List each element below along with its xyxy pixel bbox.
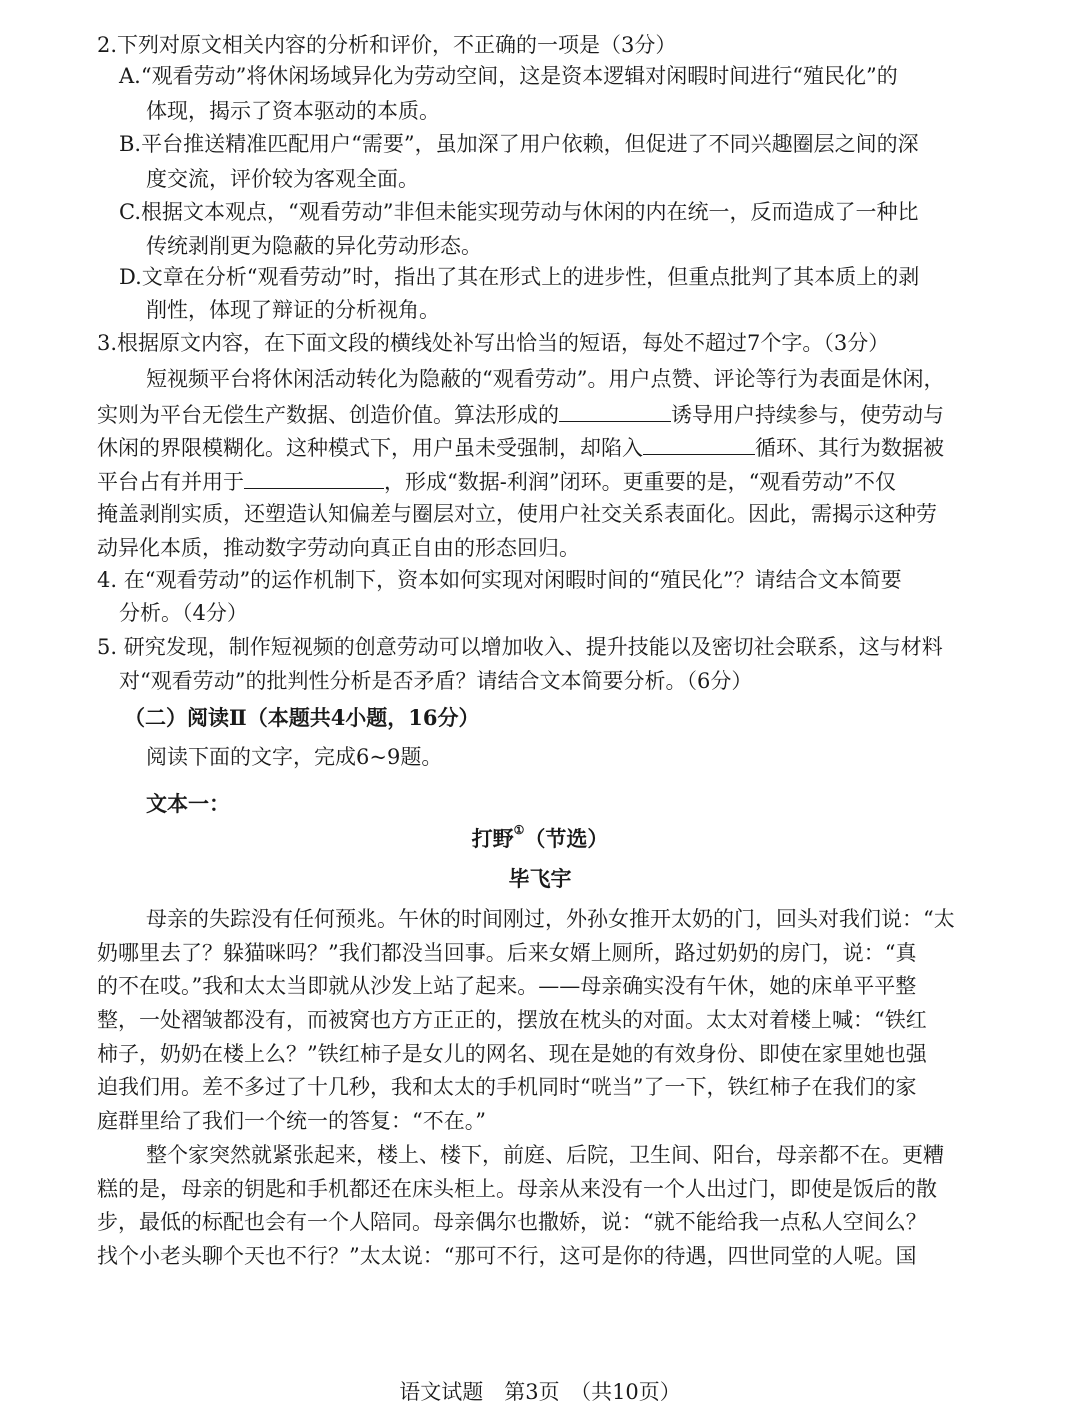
q2-stem: 2.下列对原文相关内容的分析和评价，不正确的一项是（3分） [97,33,677,57]
paragraph-line: 迫我们用。差不多过了十几秒，我和太太的手机同时“咣当”了一下，铁红柿子在我们的家 [97,1075,917,1099]
q2-option-a: A.“观看劳动”将休闲场域异化为劳动空间，这是资本逻辑对闲暇时间进行“殖民化”的 [119,64,898,88]
story-title: 打野①（节选） [471,823,609,851]
section-instruction: 阅读下面的文字，完成6~9题。 [146,745,443,769]
q2-option-c: C.根据文本观点，“观看劳动”非但未能实现劳动与休闲的内在统一，反而造成了一种比 [119,200,919,224]
paragraph-line: 整个家突然就紧张起来，楼上、楼下，前庭、后院，卫生间、阳台，母亲都不在。更糟 [146,1143,944,1167]
q2-option-d: D.文章在分析“观看劳动”时，指出了其在形式上的进步性，但重点批判了其本质上的剥 [119,265,920,289]
text-label: 文本一： [146,791,230,816]
footnote-marker: ① [513,823,525,837]
q2-option-d-cont: 削性，体现了辩证的分析视角。 [146,298,440,322]
paragraph-line: 柿子，奶奶在楼上么？”铁红柿子是女儿的网名、现在是她的有效身份、即使在家里她也强 [97,1042,927,1066]
paragraph-line: 整，一处褶皱都没有，而被窝也方方正正的，摆放在枕头的对面。太太对着楼上喊：“铁红 [97,1008,927,1032]
paragraph-line: 糕的是，母亲的钥匙和手机都还在床头柜上。母亲从来没有一个人出过门，即使是饭后的散 [97,1177,937,1201]
paragraph-line: 庭群里给了我们一个统一的答复：“不在。” [97,1109,486,1133]
q3-passage-line: 掩盖剥削实质，还塑造认知偏差与圈层对立，使用户社交关系表面化。因此，需揭示这种劳 [97,502,937,526]
paragraph-line: 母亲的失踪没有任何预兆。午休的时间刚过，外孙女推开太奶的门，回头对我们说：“太 [146,907,955,931]
q3-stem: 3.根据原文内容，在下面文段的横线处补写出恰当的短语，每处不超过7个字。（3分） [97,331,890,355]
q3-passage-line: 实则为平台无偿生产数据、创造价值。算法形成的 诱导用户持续参与，使劳动与 [97,403,944,427]
section-heading: （二）阅读Ⅱ（本题共4小题，16分） [124,705,480,730]
q3-passage-line: 平台占有并用于 ，形成“数据-利润”闭环。更重要的是，“观看劳动”不仅 [97,470,897,494]
paragraph-line: 的不在哎。”我和太太当即就从沙发上站了起来。——母亲确实没有午休，她的床单平平整 [97,974,917,998]
fill-blank-3[interactable] [244,470,384,489]
q3-passage-line: 动异化本质，推动数字劳动向真正自由的形态回归。 [97,536,580,560]
fill-blank-2[interactable] [643,436,755,455]
fill-blank-1[interactable] [559,403,671,422]
q2-option-a-cont: 体现，揭示了资本驱动的本质。 [146,99,440,123]
q3-passage-line: 休闲的界限模糊化。这种模式下，用户虽未受强制，却陷入 循环、其行为数据被 [97,436,944,460]
q2-option-b: B.平台推送精准匹配用户“需要”，虽加深了用户依赖，但促进了不同兴趣圈层之间的深 [119,132,919,156]
paragraph-line: 找个小老头聊个天也不行？”太太说：“那可不行，这可是你的待遇，四世同堂的人呢。国 [97,1244,917,1268]
page-footer: 语文试题 第3页 （共10页） [399,1380,681,1404]
story-author: 毕飞宇 [508,866,572,891]
q2-option-b-cont: 度交流，评价较为客观全面。 [146,167,419,191]
q4-stem: 4. 在“观看劳动”的运作机制下，资本如何实现对闲暇时间的“殖民化”？请结合文本简要 [97,568,902,592]
paragraph-line: 步，最低的标配也会有一个人陪同。母亲偶尔也撒娇，说：“就不能给我一点私人空间么？ [97,1210,927,1234]
q5-stem: 5. 研究发现，制作短视频的创意劳动可以增加收入、提升技能以及密切社会联系，这与材料 [97,635,943,659]
q5-stem-cont: 对“观看劳动”的批判性分析是否矛盾？请结合文本简要分析。（6分） [119,669,753,693]
q4-stem-cont: 分析。（4分） [119,601,248,625]
q2-option-c-cont: 传统剥削更为隐蔽的异化劳动形态。 [146,234,482,258]
q3-passage-line: 短视频平台将休闲活动转化为隐蔽的“观看劳动”。用户点赞、评论等行为表面是休闲， [146,367,945,391]
paragraph-line: 奶哪里去了？躲猫咪吗？”我们都没当回事。后来女婿上厕所，路过奶奶的房门，说：“真 [97,941,917,965]
